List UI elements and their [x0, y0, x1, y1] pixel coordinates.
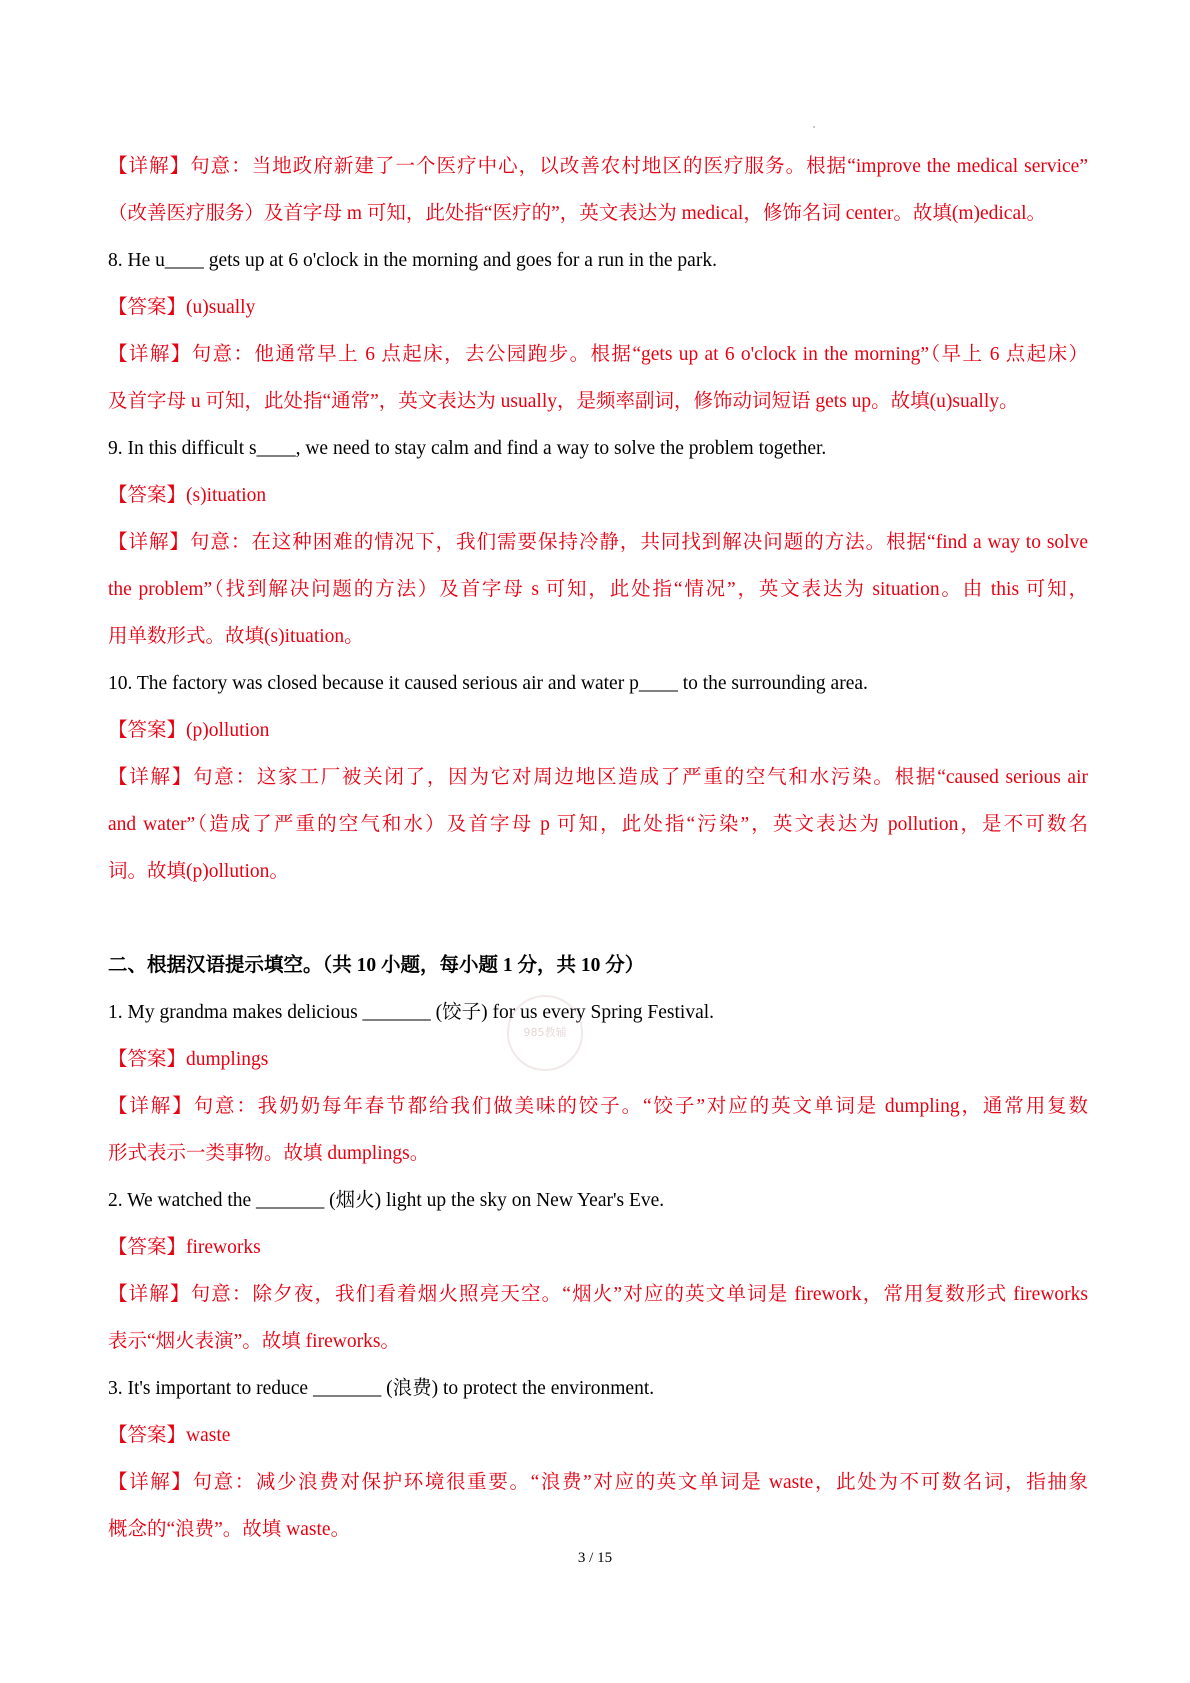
question-text: 2. We watched the _______ (烟火) light up the sky on New Year's Eve.	[108, 1190, 665, 1211]
explanation-line: the problem”（找到解决问题的方法）及首字母 s 可知，此处指“情况”，英文表达为 situation。由 this 可知，	[108, 579, 1088, 600]
explanation-line: 【详解】句意：减少浪费对保护环境很重要。“浪费”对应的英文单词是 waste，此处为不可数名词，指抽象	[108, 1472, 1088, 1493]
explanation-line: and water”（造成了严重的空气和水）及首字母 p 可知，此处指“污染”，英文表达为 pollution，是不可数名	[108, 814, 1088, 835]
page-number: 3 / 15	[577, 1550, 613, 1566]
page-content	[108, 143, 1088, 1553]
question-text: 3. It's important to reduce _______ (浪费) to protect the environment.	[108, 1378, 655, 1399]
explanation-line: （改善医疗服务）及首字母 m 可知，此处指“医疗的”，英文表达为 medical，修饰名词 center。故填(m)edical。	[108, 203, 1047, 224]
explanation-line: 词。故填(p)ollution。	[108, 861, 289, 882]
explanation-line: 【详解】句意：这家工厂被关闭了，因为它对周边地区造成了严重的空气和水污染。根据“caused serious air	[108, 767, 1088, 788]
question-text: 8. He u____ gets up at 6 o'clock in the morning and goes for a run in the park.	[108, 250, 717, 271]
explanation-line: 用单数形式。故填(s)ituation。	[108, 626, 364, 647]
watermark-seal: 985教辅	[507, 995, 583, 1071]
answer-text: 【答案】(s)ituation	[108, 485, 267, 506]
section-heading: 二、根据汉语提示填空。（共 10 小题，每小题 1 分，共 10 分）	[108, 955, 645, 976]
explanation-line: 【详解】句意：他通常早上 6 点起床，去公园跑步。根据“gets up at 6 o'clock in the morning”（早上 6 点起床）	[108, 344, 1088, 365]
explanation-line: 形式表示一类事物。故填 dumplings。	[108, 1143, 430, 1164]
question-text: 1. My grandma makes delicious _______ (饺子) for us every Spring Festival.	[108, 1002, 715, 1023]
stray-dot	[813, 126, 815, 128]
explanation-line: 表示“烟火表演”。故填 fireworks。	[108, 1331, 400, 1352]
question-text: 10. The factory was closed because it caused serious air and water p____ to the surrounding area.	[108, 673, 868, 694]
answer-text: 【答案】(p)ollution	[108, 720, 270, 741]
question-text: 9. In this difficult s____, we need to stay calm and find a way to solve the problem together.	[108, 438, 827, 459]
answer-text: 【答案】(u)sually	[108, 297, 256, 318]
explanation-line: 【详解】句意：在这种困难的情况下，我们需要保持冷静，共同找到解决问题的方法。根据“find a way to solve	[108, 532, 1088, 553]
explanation-line: 及首字母 u 可知，此处指“通常”，英文表达为 usually，是频率副词，修饰动词短语 gets up。故填(u)sually。	[108, 391, 1019, 412]
section-spacer	[108, 895, 1088, 942]
answer-text: 【答案】dumplings	[108, 1049, 269, 1070]
explanation-line: 概念的“浪费”。故填 waste。	[108, 1519, 351, 1540]
answer-text: 【答案】waste	[108, 1425, 231, 1446]
answer-text: 【答案】fireworks	[108, 1237, 261, 1258]
explanation-line: 【详解】句意：当地政府新建了一个医疗中心，以改善农村地区的医疗服务。根据“improve the medical service”	[108, 156, 1088, 177]
explanation-line: 【详解】句意：我奶奶每年春节都给我们做美味的饺子。“饺子”对应的英文单词是 dumpling，通常用复数	[108, 1096, 1088, 1117]
explanation-line: 【详解】句意：除夕夜，我们看着烟火照亮天空。“烟火”对应的英文单词是 firework，常用复数形式 fireworks	[108, 1284, 1088, 1305]
